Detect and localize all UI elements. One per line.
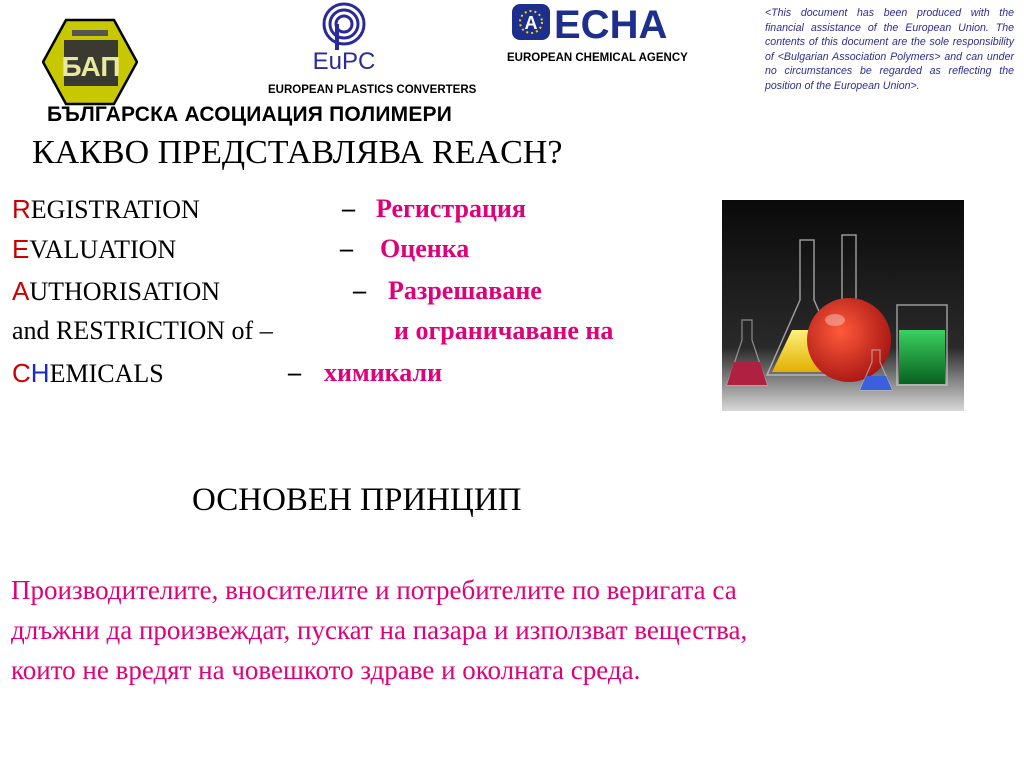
reach-initial: R xyxy=(12,194,31,224)
reach-bulgarian-term: Разрешаване xyxy=(388,276,542,305)
echa-logo-text: ECHA xyxy=(554,3,668,42)
reach-english-term: VALUATION xyxy=(29,235,177,264)
reach-row-chemicals xyxy=(12,358,443,389)
echa-caption: EUROPEAN CHEMICAL AGENCY xyxy=(507,52,688,64)
eu-disclaimer: <This document has been produced with the financial assistance of the European Union. The contents of this document are the sole responsibility of <Bulgarian Association Polymers> and can under no circumstances be regarded as reflecting the position of the European Union>. xyxy=(765,7,1014,92)
principle-title: ОСНОВЕН ПРИНЦИП xyxy=(192,482,522,518)
reach-english-term: EMICALS xyxy=(49,359,164,388)
reach-bulgarian-term: Оценка xyxy=(380,234,470,263)
reach-bulgarian-term: и ограничаване на xyxy=(394,316,614,345)
reach-english-term: EGISTRATION xyxy=(30,195,200,224)
reach-initial-second: H xyxy=(30,358,50,388)
reach-initial: E xyxy=(12,234,30,264)
eupc-logo-text: EuPC xyxy=(312,48,376,72)
reach-dash: – xyxy=(288,358,301,387)
principle-line: длъжни да произвеждат, пускат на пазара и използват вещества, xyxy=(11,615,748,645)
reach-dash: – xyxy=(342,194,355,223)
reach-row-authorisation xyxy=(12,276,542,307)
reach-row-restriction xyxy=(12,316,614,346)
reach-initial: A xyxy=(12,276,30,306)
reach-initial: C xyxy=(12,358,31,388)
svg-text:A: A xyxy=(524,13,538,33)
eupc-logo xyxy=(300,2,388,72)
lab-flasks-photo xyxy=(722,200,964,411)
reach-english-term: and RESTRICTION of – xyxy=(12,316,273,345)
eupc-caption: EUROPEAN PLASTICS CONVERTERS xyxy=(268,84,477,96)
reach-row-registration xyxy=(12,194,526,225)
reach-english-term: UTHORISATION xyxy=(29,277,221,306)
reach-dash: – xyxy=(340,234,353,263)
principle-text xyxy=(11,570,1011,690)
bap-logo-text: БАП xyxy=(61,51,121,82)
page-title: КАКВО ПРЕДСТАВЛЯВА REACH? xyxy=(32,134,563,171)
reach-bulgarian-term: химикали xyxy=(324,358,443,387)
echa-logo xyxy=(512,2,708,42)
principle-line: които не вредят на човешкото здраве и околната среда. xyxy=(11,655,641,685)
principle-line: Производителите, вносителите и потребителите по веригата са xyxy=(11,575,737,605)
reach-bulgarian-term: Регистрация xyxy=(376,194,526,223)
bap-logo xyxy=(42,18,138,106)
reach-row-evaluation xyxy=(12,234,470,265)
reach-dash: – xyxy=(353,276,366,305)
association-name: БЪЛГАРСКА АСОЦИАЦИЯ ПОЛИМЕРИ xyxy=(47,103,453,126)
